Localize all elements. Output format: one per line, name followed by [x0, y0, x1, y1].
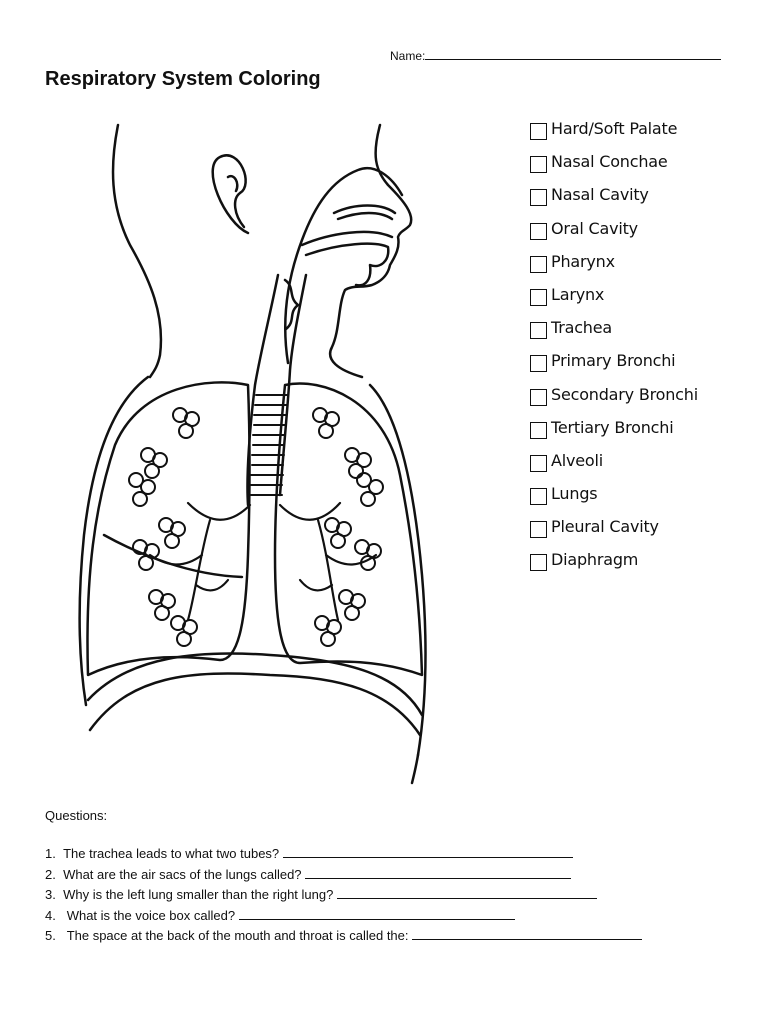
- checklist-label: Primary Bronchi: [551, 351, 676, 371]
- checklist-label: Pharynx: [551, 251, 615, 271]
- checkbox[interactable]: [530, 156, 547, 173]
- checklist-item: [530, 550, 698, 586]
- answer-blank[interactable]: [239, 907, 515, 920]
- checklist-label: Nasal Conchae: [551, 152, 668, 172]
- checkbox[interactable]: [530, 223, 547, 240]
- answer-blank[interactable]: [283, 845, 573, 858]
- checkbox[interactable]: [530, 521, 547, 538]
- question-text: What are the air sacs of the lungs called?: [63, 866, 302, 882]
- structure-checklist: [530, 119, 698, 587]
- question-item: [45, 845, 642, 866]
- checkbox[interactable]: [530, 256, 547, 273]
- question-number: 4.: [45, 907, 56, 923]
- answer-blank[interactable]: [305, 866, 571, 879]
- ear-icon: [213, 155, 248, 233]
- page-title: Respiratory System Coloring: [45, 68, 321, 90]
- checkbox[interactable]: [530, 322, 547, 339]
- question-item: [45, 886, 642, 907]
- question-number: 5.: [45, 928, 56, 943]
- checklist-label: Lungs: [551, 484, 598, 504]
- question-item: [45, 907, 642, 928]
- checkbox[interactable]: [530, 389, 547, 406]
- checklist-label: Secondary Bronchi: [551, 384, 698, 404]
- question-number: 2.: [45, 866, 56, 882]
- question-number: 3.: [45, 887, 56, 902]
- checkbox[interactable]: [530, 455, 547, 472]
- respiratory-diagram: [70, 115, 450, 795]
- question-text: What is the voice box called?: [66, 907, 236, 923]
- head-outline: [113, 125, 411, 377]
- checklist-label: Tertiary Bronchi: [551, 417, 674, 437]
- name-blank[interactable]: [425, 47, 721, 60]
- name-label: Name:: [390, 49, 426, 63]
- checkbox[interactable]: [530, 189, 547, 206]
- diaphragm-outline: [88, 653, 422, 783]
- checkbox[interactable]: [530, 554, 547, 571]
- answer-blank[interactable]: [337, 886, 597, 899]
- checkbox[interactable]: [530, 355, 547, 372]
- nasal-cavity-outline: [285, 168, 402, 363]
- question-item: [45, 927, 642, 948]
- checklist-label: Pleural Cavity: [551, 517, 659, 537]
- checklist-label: Hard/Soft Palate: [551, 119, 678, 138]
- checklist-label: Diaphragm: [551, 550, 639, 570]
- questions-list: [45, 845, 642, 948]
- checkbox[interactable]: [530, 123, 547, 140]
- question-number: 1.: [45, 846, 56, 861]
- checkbox[interactable]: [530, 422, 547, 439]
- checkbox[interactable]: [530, 488, 547, 505]
- question-text: The space at the back of the mouth and throat is called the:: [66, 928, 409, 943]
- checklist-label: Trachea: [551, 318, 612, 338]
- question-text: The trachea leads to what two tubes?: [63, 846, 280, 861]
- checkbox[interactable]: [530, 289, 547, 306]
- lungs-outline: [87, 382, 422, 675]
- question-text: Why is the left lung smaller than the right lung?: [63, 887, 334, 902]
- answer-blank[interactable]: [412, 927, 642, 940]
- question-item: [45, 866, 642, 887]
- questions-heading: Questions:: [45, 808, 108, 823]
- alveoli-clusters: [129, 408, 383, 646]
- checklist-label: Larynx: [551, 284, 605, 304]
- checklist-label: Alveoli: [551, 450, 603, 470]
- name-field[interactable]: [390, 47, 721, 63]
- checklist-label: Nasal Cavity: [551, 185, 649, 205]
- checklist-label: Oral Cavity: [551, 218, 638, 238]
